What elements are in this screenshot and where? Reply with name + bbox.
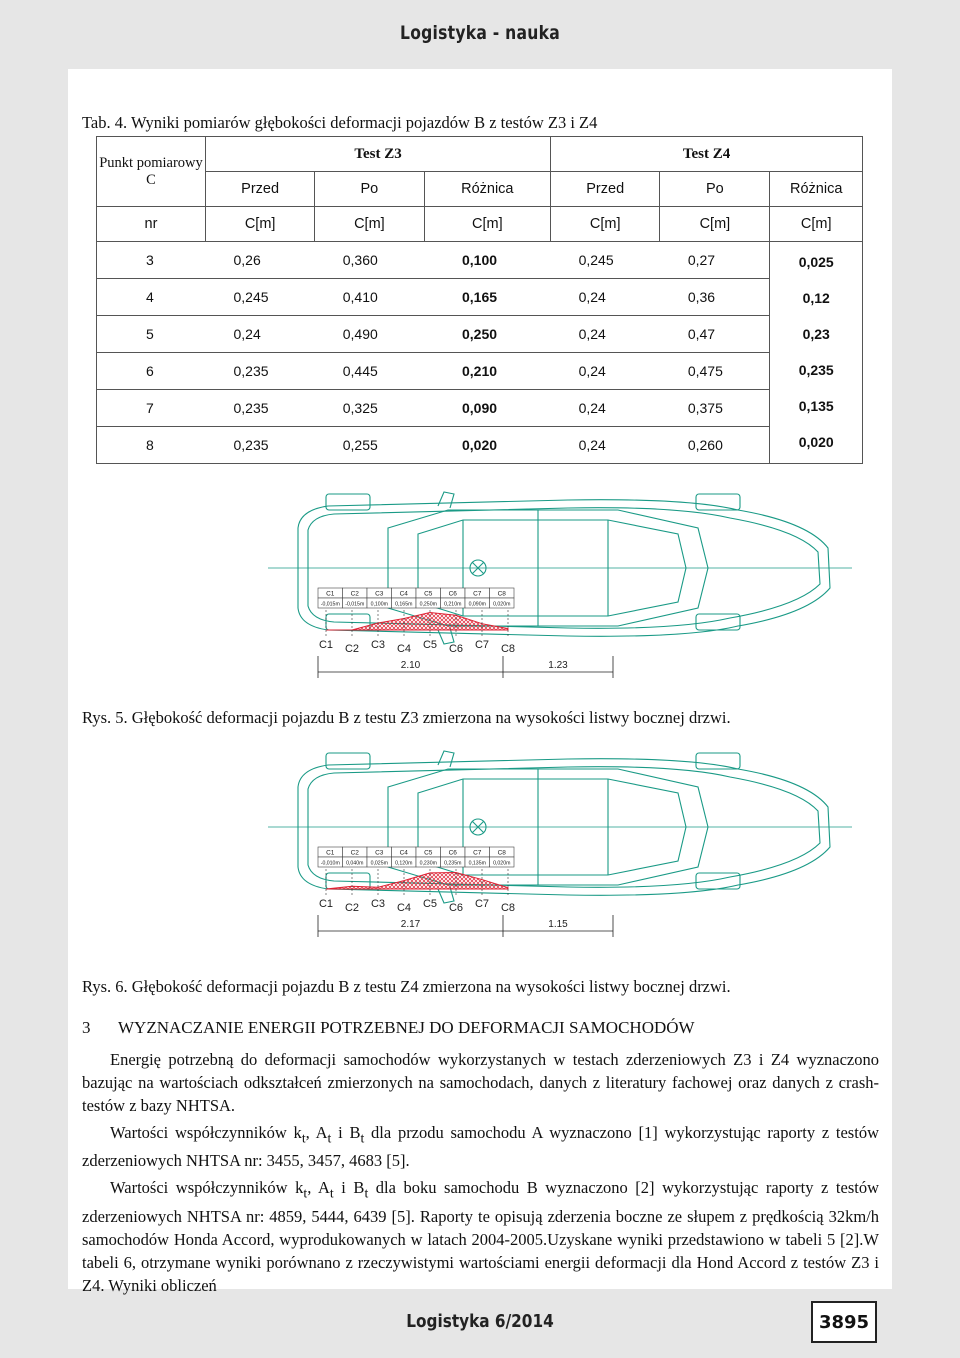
value-cell: 0,260 <box>660 427 770 464</box>
wheel <box>696 494 740 510</box>
grid-value: 0,090m <box>468 601 486 608</box>
grid-col-label: C8 <box>497 849 506 857</box>
section-body <box>82 1048 879 1301</box>
value-cell: 0,27 <box>660 242 770 279</box>
running-header: Logistyka - nauka <box>400 22 560 44</box>
table-caption: Tab. 4. Wyniki pomiarów głębokości deformacji pojazdów B z testów Z3 i Z4 <box>82 113 598 132</box>
point-number: 6 <box>97 353 206 390</box>
column-header: Różnica <box>770 172 863 207</box>
paragraph-2: Wartości współczynników $k_t$, $A_t$ i $B_t$ dla przodu samochodu A wyznaczono [1] wykorzystując raporty z testów zderzeniowych NHTSA nr: 3455, 3457, 4683 [5]. <box>82 1123 879 1171</box>
dimension-label: 1.23 <box>548 660 568 671</box>
value-cell: 0,24 <box>551 353 660 390</box>
grid-value: 0,135m <box>468 860 486 867</box>
measure-point-label: C8 <box>500 902 516 914</box>
grid-value: -0,015m <box>345 601 365 608</box>
paragraph-3: Wartości współczynników $k_t$, $A_t$ i $B_t$ dla boku samochodu B wyznaczono [2] wykorzystując raporty z testów zderzeniowych NHTSA nr: 4859, 5444, 6439 [5]. Raporty te opisują zderzenia boczne ze słupem z prędkością 32km/h samochodów Honda Accord, wyprodukowanych w latach 2004-2005.Uzyskane wyniki przedstawiono w tabeli 5 [2].W tabeli 6, otrzymane wyniki porównano z rzeczywistymi wartościami energii deformacji dla Hond Accord z testów Z3 i Z4. Wyniki obliczeń <box>82 1178 879 1295</box>
unit-cell: C[m] <box>660 207 770 242</box>
section-heading <box>82 1018 695 1038</box>
value-cell: 0,245 <box>206 279 315 316</box>
grid-col-label: C4 <box>399 590 408 598</box>
column-header: Przed <box>206 172 315 207</box>
grid-col-label: C8 <box>497 590 506 598</box>
figure-5-caption: Rys. 5. Głębokość deformacji pojazdu B z testu Z3 zmierzona na wysokości listwy bocznej drzwi. <box>82 708 731 727</box>
grid-value: 0,040m <box>346 860 364 867</box>
value-cell: 0,235 <box>206 353 315 390</box>
footer-journal: Logistyka 6/2014 <box>406 1311 554 1332</box>
table-row <box>97 242 863 279</box>
value-cell: 0,475 <box>660 353 770 390</box>
value-cell: 0,100 <box>424 242 551 279</box>
grid-col-label: C5 <box>424 849 433 857</box>
value-cell: 0,36 <box>660 279 770 316</box>
column-header: Różnica <box>424 172 551 207</box>
value-cell: 0,24 <box>551 279 660 316</box>
table-row <box>97 427 863 464</box>
point-number: 4 <box>97 279 206 316</box>
column-header: Przed <box>551 172 660 207</box>
grid-value: 0,165m <box>395 601 413 608</box>
value-cell: 0,020 <box>424 427 551 464</box>
measure-point-label: C3 <box>370 898 386 910</box>
value-cell: 0,255 <box>315 427 424 464</box>
dimension-label: 1.15 <box>548 919 568 930</box>
car-outline <box>268 492 852 644</box>
table-row <box>97 390 863 427</box>
column-header: Po <box>660 172 770 207</box>
grid-value: 0,020m <box>493 601 511 608</box>
measure-point-label: C3 <box>370 639 386 651</box>
header-test-z3: Test Z3 <box>206 137 551 172</box>
value-cell: 0,090 <box>424 390 551 427</box>
value-cell: 0,24 <box>206 316 315 353</box>
point-number: 3 <box>97 242 206 279</box>
value-cell: 0,360 <box>315 242 424 279</box>
value-cell: 0,24 <box>551 427 660 464</box>
grid-col-label: C3 <box>375 590 384 598</box>
value-cell: 0,375 <box>660 390 770 427</box>
dimension-label: 2.10 <box>400 660 421 671</box>
value-cell <box>770 242 863 464</box>
grid-value: 0,025m <box>370 860 388 867</box>
section-title: WYZNACZANIE ENERGII POTRZEBNEJ DO DEFORMACJI SAMOCHODÓW <box>118 1018 695 1037</box>
grid-col-label: C6 <box>448 849 457 857</box>
grid-value: 0,120m <box>395 860 413 867</box>
grid-value: 0,100m <box>370 601 388 608</box>
measure-point-label: C5 <box>422 898 438 910</box>
measure-point-label: C6 <box>448 643 464 655</box>
mirror <box>438 751 454 767</box>
value-cell: 0,410 <box>315 279 424 316</box>
measure-point-label: C8 <box>500 643 516 655</box>
unit-cell: C[m] <box>551 207 660 242</box>
unit-cell: C[m] <box>770 207 863 242</box>
wheel <box>326 753 370 769</box>
figure-6-diagram <box>268 745 852 967</box>
difference-z4: 0,135 <box>798 398 834 414</box>
grid-value: -0,015m <box>320 601 340 608</box>
value-cell: 0,165 <box>424 279 551 316</box>
grid-col-label: C5 <box>424 590 433 598</box>
value-cell: 0,24 <box>551 316 660 353</box>
value-cell: 0,26 <box>206 242 315 279</box>
grid-value: 0,250m <box>419 601 437 608</box>
grid-value: 0,230m <box>419 860 437 867</box>
unit-cell: C[m] <box>206 207 315 242</box>
measure-point-label: C4 <box>396 902 412 914</box>
grid-col-label: C2 <box>350 590 359 598</box>
difference-z4: 0,020 <box>798 434 834 450</box>
unit-cell: nr <box>97 207 206 242</box>
car-outline <box>268 751 852 903</box>
measure-point-label: C1 <box>318 898 334 910</box>
value-cell: 0,235 <box>206 427 315 464</box>
grid-col-label: C7 <box>473 590 482 598</box>
value-cell: 0,245 <box>551 242 660 279</box>
measure-point-label: C5 <box>422 639 438 651</box>
grid-col-label: C3 <box>375 849 384 857</box>
dimension-label: 2.17 <box>400 919 421 930</box>
mirror <box>438 492 454 508</box>
measure-point-label: C4 <box>396 643 412 655</box>
deformation-table <box>96 136 863 464</box>
difference-z4: 0,025 <box>798 254 834 270</box>
grid-col-label: C4 <box>399 849 408 857</box>
wheel <box>696 753 740 769</box>
measure-point-label: C2 <box>344 643 360 655</box>
grid-value: 0,210m <box>444 601 462 608</box>
table-row <box>97 279 863 316</box>
value-cell: 0,24 <box>551 390 660 427</box>
deformation-profile <box>326 613 508 631</box>
grid-value: 0,235m <box>444 860 462 867</box>
figure-5-diagram <box>268 486 852 698</box>
grid-value: 0,020m <box>493 860 511 867</box>
grid-col-label: C6 <box>448 590 457 598</box>
header-test-z4: Test Z4 <box>551 137 863 172</box>
value-cell: 0,325 <box>315 390 424 427</box>
value-cell: 0,210 <box>424 353 551 390</box>
measure-point-label: C6 <box>448 902 464 914</box>
table-row <box>97 353 863 390</box>
unit-cell: C[m] <box>315 207 424 242</box>
point-number: 5 <box>97 316 206 353</box>
difference-z4: 0,235 <box>798 362 834 378</box>
difference-z4: 0,23 <box>802 326 830 342</box>
page-number: 3895 <box>811 1301 877 1343</box>
measure-point-label: C7 <box>474 898 490 910</box>
value-cell: 0,250 <box>424 316 551 353</box>
value-cell: 0,490 <box>315 316 424 353</box>
grid-value: -0,010m <box>320 860 340 867</box>
figure-6-caption: Rys. 6. Głębokość deformacji pojazdu B z testu Z4 zmierzona na wysokości listwy bocznej drzwi. <box>82 977 731 996</box>
point-number: 7 <box>97 390 206 427</box>
value-cell: 0,235 <box>206 390 315 427</box>
header-point: Punkt pomiarowy C <box>97 137 206 207</box>
measure-point-label: C7 <box>474 639 490 651</box>
table-row <box>97 316 863 353</box>
grid-col-label: C7 <box>473 849 482 857</box>
point-number: 8 <box>97 427 206 464</box>
measurement-grid <box>318 847 514 867</box>
value-cell: 0,47 <box>660 316 770 353</box>
grid-col-label: C1 <box>326 590 335 598</box>
measure-point-label: C1 <box>318 639 334 651</box>
wheel <box>326 494 370 510</box>
measurement-grid <box>318 588 514 608</box>
grid-col-label: C1 <box>326 849 335 857</box>
difference-z4: 0,12 <box>802 290 830 306</box>
section-number: 3 <box>82 1018 91 1037</box>
column-header: Po <box>315 172 424 207</box>
grid-col-label: C2 <box>350 849 359 857</box>
unit-cell: C[m] <box>424 207 551 242</box>
value-cell: 0,445 <box>315 353 424 390</box>
measure-point-label: C2 <box>344 902 360 914</box>
paragraph-1: Energię potrzebną do deformacji samochodów wykorzystanych w testach zderzeniowych Z3 i Z4 wyznaczono bazując na wartościach odkształceń zmierzonych na samochodach, danych z literatury fachowej oraz danych z crash-testów z bazy NHTSA. <box>82 1050 879 1115</box>
